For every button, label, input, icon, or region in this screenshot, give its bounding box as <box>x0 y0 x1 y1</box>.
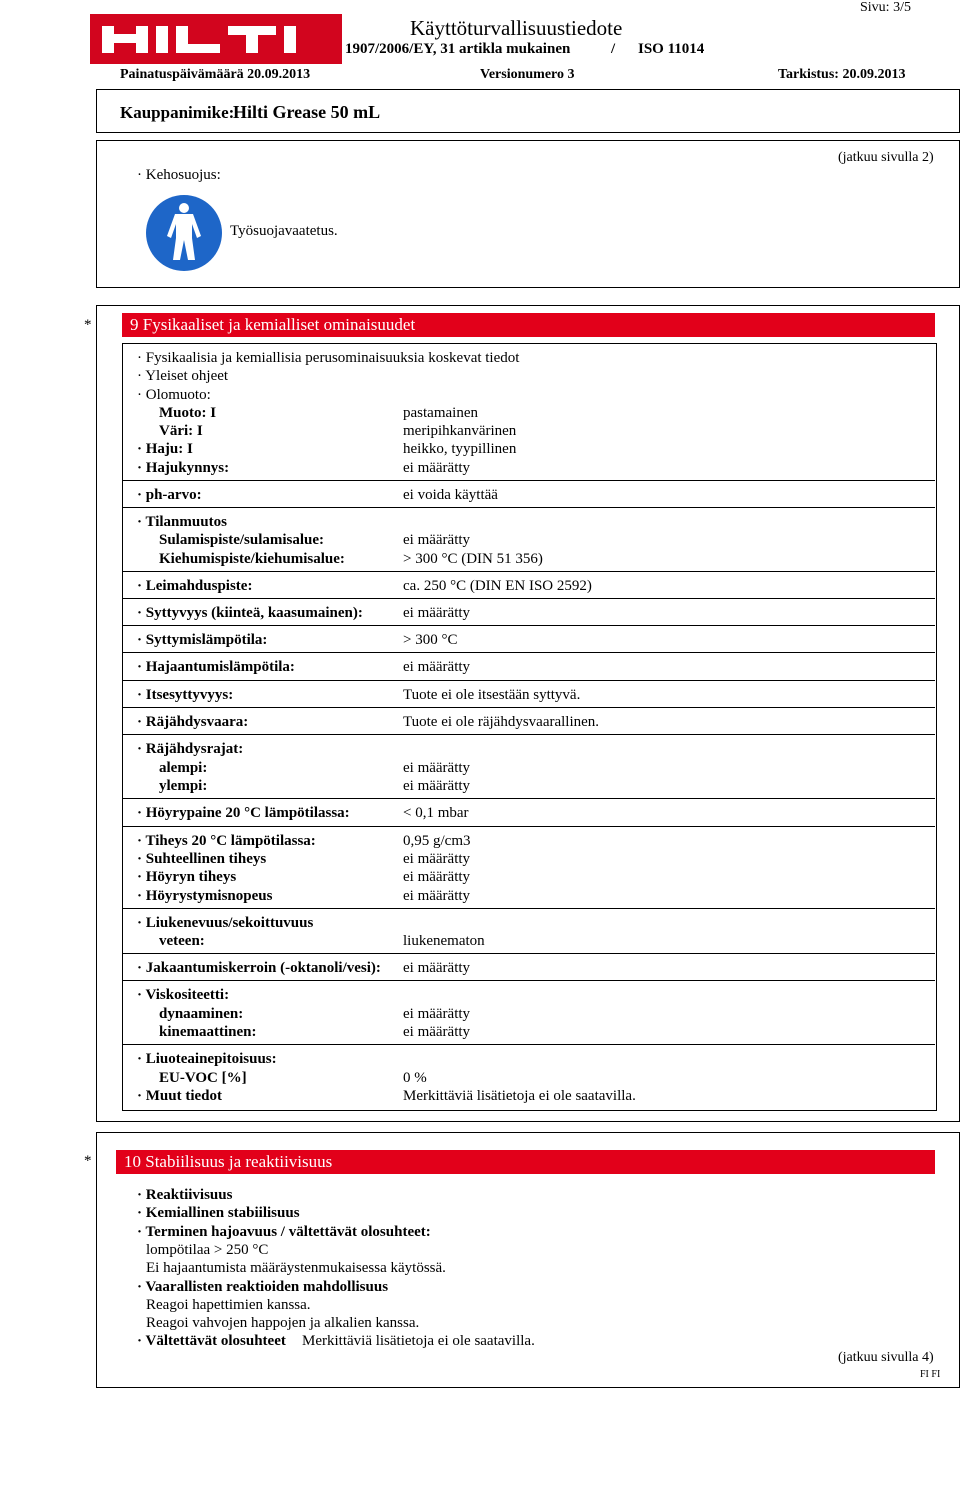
document-title: Käyttöturvallisuustiedote <box>410 16 623 40</box>
lower-limit-label: alempi: <box>159 760 208 776</box>
odor-threshold-label: · Hajukynnys: <box>137 460 230 476</box>
flash-label: · Leimahduspiste: <box>137 578 253 594</box>
protection-box <box>96 140 960 288</box>
protective-suit-icon <box>145 194 223 272</box>
thermal-label: · Terminen hajoavuus / vältettävät olosuhteet: <box>137 1224 431 1240</box>
odor-value: heikko, tyypillinen <box>403 441 517 457</box>
divider <box>122 826 935 827</box>
intro-label: · Fysikaalisia ja kemiallisia perusominaisuuksia koskevat tiedot <box>137 350 520 366</box>
page-number: Sivu: 3/5 <box>860 0 911 15</box>
explosion-value: Tuote ei ole räjähdysvaarallinen. <box>403 714 600 730</box>
selfignition-value: Tuote ei ole itsestään syttyvä. <box>403 687 581 703</box>
continued-to: (jatkuu sivulla 4) <box>838 1350 934 1365</box>
decomposition-value: ei määrätty <box>403 659 471 675</box>
trade-name-value: Hilti Grease 50 mL <box>233 102 381 122</box>
odor-label: · Haju: I <box>137 441 193 457</box>
explosion-limits-label: · Räjähdysrajat: <box>137 741 244 757</box>
thermal-line: Ei hajaantumista määräystenmukaisessa käytössä. <box>146 1260 446 1276</box>
general-label: · Yleiset ohjeet <box>137 368 229 384</box>
state-change-label: · Tilanmuutos <box>137 514 227 530</box>
ignition-value: > 300 °C <box>403 632 458 648</box>
water-solubility-label: veteen: <box>159 933 205 949</box>
kinematic-viscosity-value: ei määrätty <box>403 1024 471 1040</box>
version-number: Versionumero 3 <box>480 67 575 82</box>
revision-date: Tarkistus: 20.09.2013 <box>778 67 906 82</box>
hazardous-line: Reagoi hapettimien kanssa. <box>146 1297 311 1313</box>
color-label: Väri: I <box>159 423 203 439</box>
ph-value: ei voida käyttää <box>403 487 498 503</box>
rel-density-label: · Suhteellinen tiheys <box>137 851 267 867</box>
divider <box>122 652 935 653</box>
upper-limit-label: ylempi: <box>159 778 208 794</box>
avoid-conditions-value: Merkittäviä lisätietoja ei ole saatavilla. <box>302 1333 535 1349</box>
section9-title: 9 Fysikaaliset ja kemialliset ominaisuudet <box>122 313 935 337</box>
solvent-label: · Liuoteainepitoisuus: <box>137 1051 277 1067</box>
body-protection-label: · Kehosuojus: <box>137 167 221 183</box>
divider <box>122 980 935 981</box>
vapour-pressure-label: · Höyrypaine 20 °C lämpötilassa: <box>137 805 350 821</box>
boiling-value: > 300 °C (DIN 51 356) <box>403 551 543 567</box>
language-code: FI FI <box>920 1369 941 1380</box>
divider <box>122 680 935 681</box>
divider <box>122 734 935 735</box>
dynamic-viscosity-label: dynaaminen: <box>159 1006 244 1022</box>
iso-reference: ISO 11014 <box>638 41 705 57</box>
regulation-reference: 1907/2006/EY, 31 artikla mukainen <box>345 41 571 57</box>
regulation-separator: / <box>611 41 616 57</box>
divider <box>122 507 935 508</box>
vapour-pressure-value: < 0,1 mbar <box>403 805 469 821</box>
section10-title: 10 Stabiilisuus ja reaktiivisuus <box>116 1150 935 1174</box>
shape-label: Muoto: I <box>159 405 217 421</box>
hilti-logo <box>90 14 342 64</box>
flammability-label: · Syttyvyys (kiinteä, kaasumainen): <box>137 605 363 621</box>
divider <box>122 598 935 599</box>
divider <box>122 480 935 481</box>
form-label: · Olomuoto: <box>137 387 211 403</box>
kinematic-viscosity-label: kinemaattinen: <box>159 1024 257 1040</box>
water-solubility-value: liukenematon <box>403 933 485 949</box>
density-value: 0,95 g/cm3 <box>403 833 471 849</box>
explosion-label: · Räjähdysvaara: <box>137 714 249 730</box>
viscosity-label: · Viskositeetti: <box>137 987 230 1003</box>
avoid-conditions-label: · Vältettävät olosuhteet <box>137 1333 286 1349</box>
divider <box>122 908 935 909</box>
reactivity-label: · Reaktiivisuus <box>137 1187 233 1203</box>
trade-name-label: Kauppanimike: <box>120 103 235 122</box>
flammability-value: ei määrätty <box>403 605 471 621</box>
shape-value: pastamainen <box>403 405 478 421</box>
divider <box>122 571 935 572</box>
hazardous-reactions-label: · Vaarallisten reaktioiden mahdollisuus <box>137 1279 389 1295</box>
other-info-value: Merkittäviä lisätietoja ei ole saatavilla. <box>403 1088 636 1104</box>
decomposition-label: · Hajaantumislämpötila: <box>137 659 295 675</box>
divider <box>122 1044 935 1045</box>
selfignition-label: · Itsesyttyvyys: <box>137 687 234 703</box>
change-marker: * <box>84 1153 92 1169</box>
ignition-label: · Syttymislämpötila: <box>137 632 268 648</box>
dynamic-viscosity-value: ei määrätty <box>403 1006 471 1022</box>
voc-value: 0 % <box>403 1070 427 1086</box>
color-value: meripihkanvärinen <box>403 423 517 439</box>
evaporation-label: · Höyrystymisnopeus <box>137 888 273 904</box>
boiling-label: Kiehumispiste/kiehumisalue: <box>159 551 345 567</box>
divider <box>122 953 935 954</box>
divider <box>122 707 935 708</box>
rel-density-value: ei määrätty <box>403 851 471 867</box>
evaporation-value: ei määrätty <box>403 888 471 904</box>
thermal-line: lompötilaa > 250 °C <box>146 1242 269 1258</box>
other-info-label: · Muut tiedot <box>137 1088 222 1104</box>
flash-value: ca. 250 °C (DIN EN ISO 2592) <box>403 578 592 594</box>
divider <box>122 798 935 799</box>
partition-label: · Jakaantumiskerroin (-oktanoli/vesi): <box>137 960 381 976</box>
upper-limit-value: ei määrätty <box>403 778 471 794</box>
odor-threshold-value: ei määrätty <box>403 460 471 476</box>
solubility-label: · Liukenevuus/sekoittuvuus <box>137 915 314 931</box>
vapour-density-value: ei määrätty <box>403 869 471 885</box>
chem-stability-label: · Kemiallinen stabiilisuus <box>137 1205 300 1221</box>
voc-label: EU-VOC [%] <box>159 1070 247 1086</box>
melting-label: Sulamispiste/sulamisalue: <box>159 532 325 548</box>
divider <box>122 625 935 626</box>
partition-value: ei määrätty <box>403 960 471 976</box>
print-date: Painatuspäivämäärä 20.09.2013 <box>120 67 311 82</box>
density-label: · Tiheys 20 °C lämpötilassa: <box>137 833 316 849</box>
continued-from: (jatkuu sivulla 2) <box>838 150 934 165</box>
lower-limit-value: ei määrätty <box>403 760 471 776</box>
hazardous-line: Reagoi vahvojen happojen ja alkalien kanssa. <box>146 1315 420 1331</box>
change-marker: * <box>84 317 92 333</box>
body-protection-text: Työsuojavaatetus. <box>230 223 338 239</box>
ph-label: · ph-arvo: <box>137 487 202 503</box>
vapour-density-label: · Höyryn tiheys <box>137 869 237 885</box>
melting-value: ei määrätty <box>403 532 471 548</box>
